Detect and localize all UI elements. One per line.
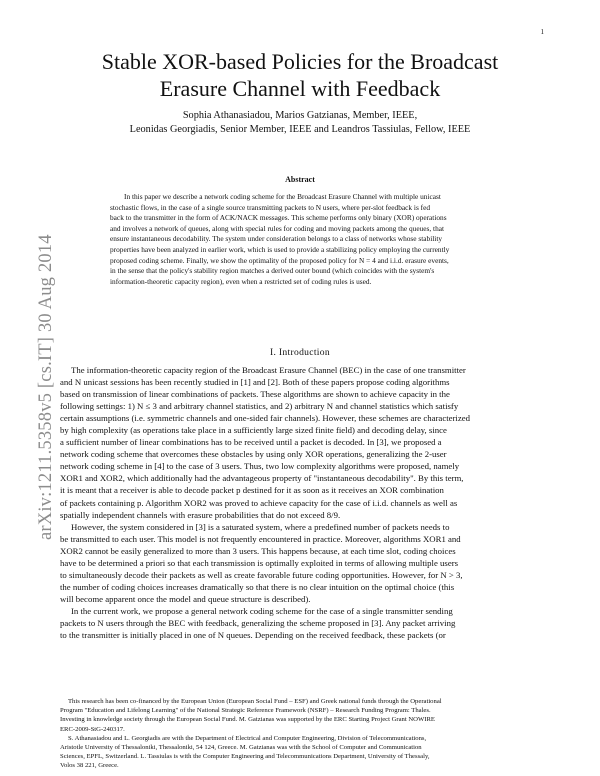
- text-line: to the transmitter is initially placed in one of N queues. Depending on the received feedback, these packets (or: [60, 630, 446, 641]
- text-line: ERC-2009-StG-240317.: [60, 725, 125, 733]
- text-line: a sufficient number of linear combinations has to be received until a packet is decoded. In [3], we proposed a: [60, 437, 442, 448]
- text-line: Aristotle University of Thessaloniki, Thessaloniki, 54 124, Greece. M. Gatzianas was with the School of Computer and Communication: [60, 744, 422, 752]
- text-line: spatially independent channels with erasure probabilities that do not exceed 8/9.: [60, 509, 341, 520]
- section-heading: I. Introduction: [270, 347, 330, 358]
- arxiv-stamp[interactable]: arXiv:1211.5358v5 [cs.IT] 30 Aug 2014: [36, 234, 56, 540]
- paper-title: [0, 48, 600, 102]
- author-line: Sophia Athanasiadou, Marios Gatzianas, Member, IEEE,: [182, 110, 418, 121]
- text-line: Investing in knowledge society through the European Social Fund. M. Gatzianas was supported by the ERC Starting Project Grant NOWIRE: [60, 716, 435, 724]
- text-line: S. Athanasiadou and L. Georgiadis are with the Department of Electrical and Computer Engineering, Division of Telecommunications,: [68, 734, 427, 742]
- text-line: based on transmission of linear combinations of packets. These algorithms are shown to achieve capacity in the: [60, 389, 450, 400]
- text-line: in the sense that the policy's stability region matches a derived outer bound (which coincides with the system's: [110, 266, 435, 276]
- text-line: In the current work, we propose a general network coding scheme for the case of a single transmitter sending: [71, 605, 453, 616]
- title-line: Stable XOR-based Policies for the Broadcast: [101, 49, 499, 74]
- author-line: Leonidas Georgiadis, Senior Member, IEEE and Leandros Tassiulas, Fellow, IEEE: [129, 124, 471, 135]
- page-number: 1: [540, 28, 544, 36]
- text-line: certain assumptions (i.e. symmetric channels and one-sided fair channels). However, these schemes are characterized: [60, 413, 470, 424]
- paragraph: [60, 364, 542, 521]
- text-line: network coding scheme that overcomes these obstacles by using only XOR operations, generalizing the 2-user: [60, 449, 447, 460]
- text-line: XOR1 and XOR2, which additionally had the advantageous property of "instantaneous decodability". By this term,: [60, 473, 464, 484]
- text-line: In this paper we describe a network coding scheme for the Broadcast Erasure Channel with multiple unicast: [124, 192, 441, 201]
- text-line: be transmitted to each user. This model is not frequently encountered in practice. Moreover, algorithms XOR1 and: [60, 533, 461, 544]
- text-line: will become apparent once the model and queue structure is described).: [60, 593, 311, 604]
- text-line: it is meant that a receiver is able to decode packet p destined for it as soon as it receives an XOR combination: [60, 485, 444, 496]
- text-line: and N unicast sessions has been recently studied in [1] and [2]. Both of these papers propose coding algorithms: [60, 377, 450, 388]
- text-line: properties have been analyzed in earlier work, which is used to provide a stabilizing policy employing the currently: [110, 244, 450, 254]
- text-line: However, the system considered in [3] is a saturated system, where a predefined number of packets needs to: [71, 521, 450, 532]
- text-line: information-theoretic capacity region), even when a restricted set of coding rules is used.: [110, 276, 372, 286]
- text-line: Volos 38 221, Greece.: [60, 762, 119, 770]
- text-line: by high complexity (as operations take place in a sufficiently large sized finite field) and decoding delay, since: [60, 425, 447, 436]
- text-line: of packets containing p. Algorithm XOR2 was proved to achieve capacity for the case of i.i.d. channels as well as: [60, 497, 458, 508]
- paragraph: [60, 605, 542, 641]
- text-line: back to the transmitter in the form of ACK/NACK messages. This scheme performs only binary (XOR) operations: [110, 213, 447, 223]
- text-line: following settings: 1) N ≤ 3 and arbitrary channel statistics, and 2) arbitrary N and channel statistics which satisfy: [60, 401, 459, 412]
- footnote: [60, 697, 542, 734]
- author-list: [0, 109, 600, 137]
- text-line: the number of coding choices increases dramatically so that there is no clear intuition on the optimal choice (this: [60, 581, 455, 592]
- text-line: XOR2 cannot be easily generalized to more than 3 users. This happens because, at each time slot, coding choices: [60, 545, 456, 556]
- footnotes: [60, 697, 542, 771]
- text-line: network coding scheme in [4] to the case of 3 users. Thus, two low complexity algorithms were proposed, namely: [60, 461, 460, 472]
- text-line: have to be determined a priori so that each transmission is optimally exploited in terms of allowing multiple users: [60, 557, 459, 568]
- abstract-heading: Abstract: [285, 175, 315, 184]
- text-line: ensure instantaneous decodability. The system under consideration belongs to a class of networks whose stability: [110, 234, 443, 244]
- body-text: [60, 364, 542, 641]
- abstract-body: [110, 192, 542, 287]
- text-line: This research has been co-financed by the European Union (European Social Fund – ESF) and Greek national funds through the Operational: [68, 698, 442, 705]
- text-line: and involves a network of queues, along with special rules for coding and moving packets among the queues, that: [110, 223, 445, 233]
- title-line: Erasure Channel with Feedback: [159, 76, 441, 101]
- text-line: The information-theoretic capacity region of the Broadcast Erasure Channel (BEC) in the case of one transmitter: [71, 365, 466, 375]
- text-line: proposed coding scheme. Finally, we show the optimality of the proposed policy for N = 4 and i.i.d. erasure events,: [110, 255, 449, 265]
- text-line: Sciences, EPFL, Switzerland. L. Tassiulas is with the Computer Engineering and Telecommunications Department, University of Thessaly,: [60, 753, 430, 761]
- footnote: [60, 734, 542, 771]
- text-line: packets to N users through the BEC with feedback, generalizing the scheme proposed in [3]. Any packet arriving: [60, 617, 456, 628]
- text-line: Program "Education and Lifelong Learning" of the National Strategic Reference Framework (NSRF) – Research Funding Program: Thales.: [60, 707, 431, 715]
- text-line: to simultaneously decode their packets as well as create favorable future coding opportunities. However, for N > 3,: [60, 569, 463, 580]
- paragraph: [60, 521, 542, 605]
- text-line: stochastic flows, in the case of a single source transmitting packets to N users, where per-slot feedback is fed: [110, 202, 431, 212]
